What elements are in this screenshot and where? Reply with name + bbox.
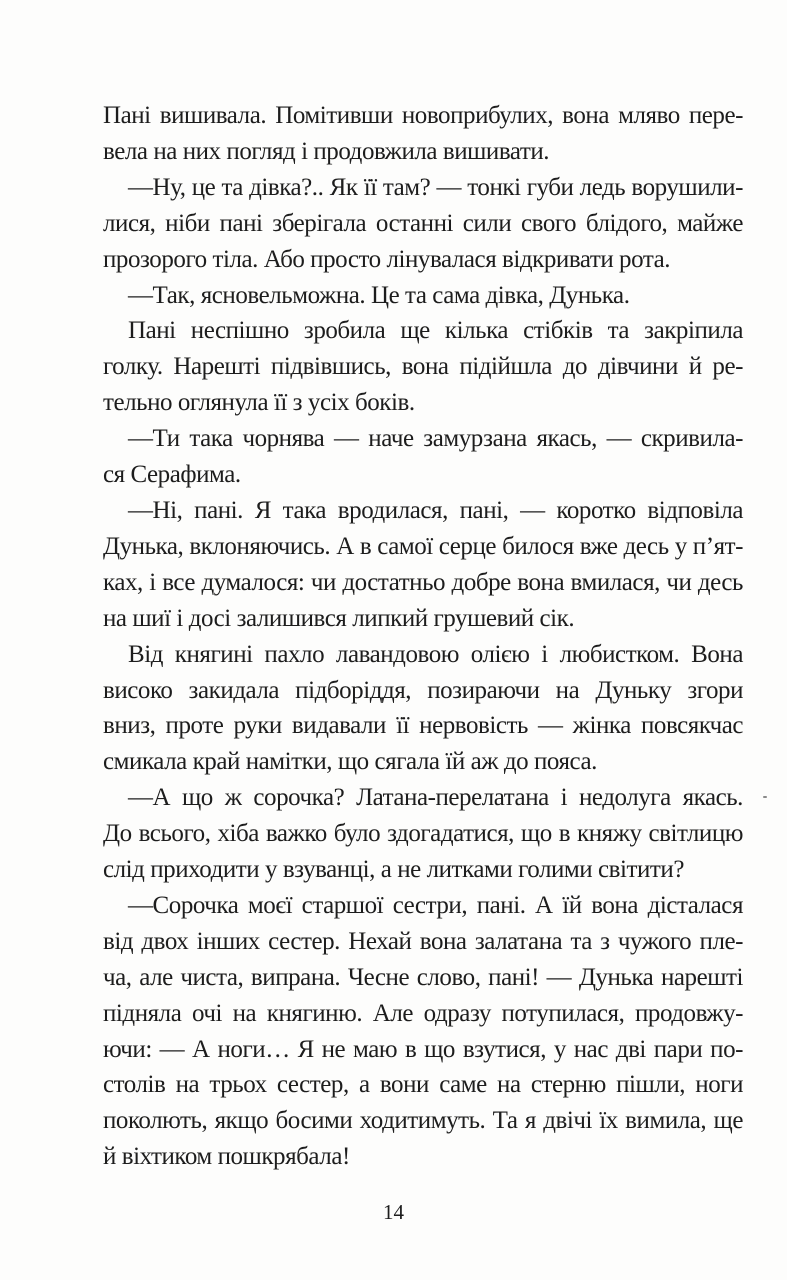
text-line: Пані неспішно зробила ще кілька стібків та закріпила — [128, 317, 743, 345]
text-line: До всього, хіба важко було здогадатися, що в княжу світлицю — [103, 820, 743, 848]
scan-speck — [763, 796, 767, 798]
text-line: —Так, ясновельможна. Це та сама дівка, Дунька. — [128, 281, 630, 309]
text-line: ся Серафима. — [103, 461, 241, 489]
text-line: тельно оглянула її з усіх боків. — [103, 389, 415, 417]
text-line: смикала край намітки, що сягала їй аж до пояса. — [103, 748, 597, 776]
text-line: ках, і все думалося: чи достатньо добре вона вмилася, чи десь — [103, 568, 743, 596]
text-line: —А що ж сорочка? Латана-перелатана і недолуга якась. — [128, 784, 743, 812]
text-line: поколють, якщо босими ходитимуть. Та я двічі їх вимила, ще — [103, 1107, 743, 1135]
text-line: на шиї і досі залишився липкий грушевий сік. — [103, 604, 575, 632]
text-line: ючи: — А ноги… Я не маю в що взутися, у нас дві пари по- — [103, 1035, 743, 1063]
text-line: лися, ніби пані зберігала останні сили свого блідого, майже — [103, 209, 743, 237]
text-line: —Ти така чорнява — наче замурзана якась, — скривила- — [128, 425, 743, 453]
text-line: й віхтиком пошкрябала! — [103, 1143, 350, 1171]
text-line: Від княгині пахло лавандовою олією і любистком. Вона — [128, 640, 743, 668]
text-line: високо закидала підборіддя, позираючи на Дуньку згори — [103, 676, 743, 704]
text-line: столів на трьох сестер, а вони саме на стерню пішли, ноги — [103, 1071, 743, 1099]
text-line: Пані вишивала. Помітивши новоприбулих, вона мляво пере- — [103, 102, 743, 129]
text-line: —Ну, це та дівка?.. Як її там? — тонкі губи ледь ворушили- — [128, 173, 743, 201]
text-line: Дунька, вклоняючись. А в самої серце билося вже десь у п’ят- — [103, 532, 743, 560]
text-line: —Сорочка моєї старшої сестри, пані. А їй вона дісталася — [128, 891, 743, 919]
body-text — [103, 98, 743, 1175]
text-line: від двох інших сестер. Нехай вона залатана та з чужого пле- — [103, 927, 743, 955]
text-line: слід приходити у взуванці, а не литками голими світити? — [103, 856, 684, 884]
text-line: підняла очі на княгиню. Але одразу потупилася, продовжу- — [103, 999, 743, 1027]
text-line: голку. Нарешті підвівшись, вона підійшла до дівчини й ре- — [103, 353, 743, 381]
text-line: ча, але чиста, випрана. Чесне слово, пані! — Дунька нарешті — [103, 963, 743, 991]
text-line: —Ні, пані. Я така вродилася, пані, — коротко відповіла — [128, 496, 743, 524]
text-line: вела на них погляд і продовжила вишивати. — [103, 137, 550, 165]
text-line: прозорого тіла. Або просто лінувалася відкривати рота. — [103, 245, 671, 273]
page-number: 14 — [383, 1200, 404, 1224]
text-line: вниз, проте руки видавали її нервовість — жінка повсякчас — [103, 712, 743, 740]
